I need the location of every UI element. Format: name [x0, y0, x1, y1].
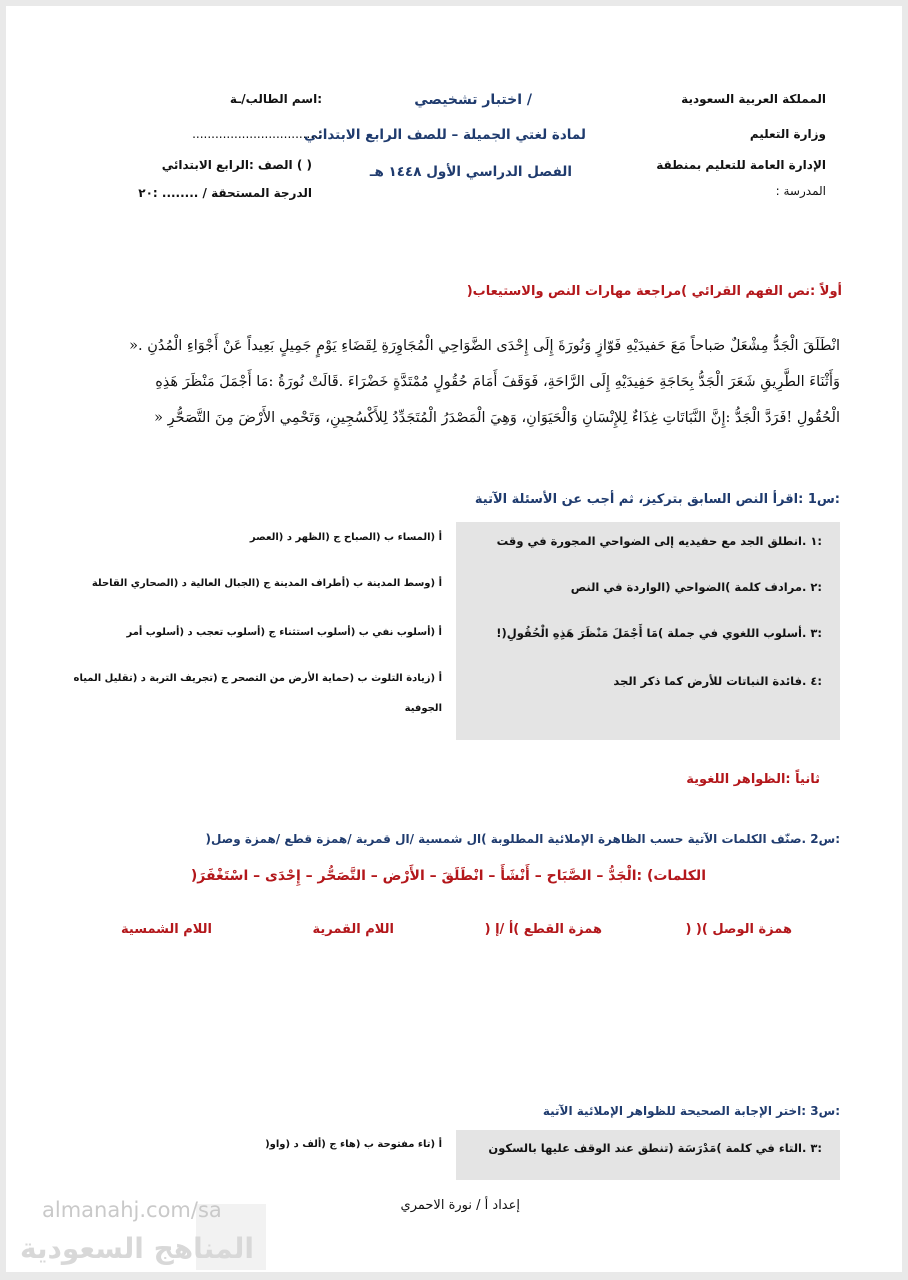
reading-passage [60, 328, 840, 436]
header-ministry: وزارة التعليم [749, 127, 826, 141]
header-kingdom: المملكة العربية السعودية [681, 92, 826, 106]
q1-item-4-options[interactable]: أ (زيادة التلوث ب (حماية الأرض من التصحر ج (تجريف التربة د (تقليل المياه [73, 673, 442, 684]
q3-item-1-question: :٣ .التاء في كلمة )مَدْرَسَة (تنطق عند الوقف عليها بالسكون [488, 1141, 822, 1155]
q3-item-1-options[interactable]: أ (تاء مفتوحة ب (هاء ج (ألف د (واو( [265, 1139, 442, 1150]
header-student-name: :اسم الطالب/ـة [229, 92, 322, 106]
q2-words: الكلمات) :الْجَدُّ – الصَّبَاح – أَنْشَأَ – انْطَلَقَ – الأَرْض – التَّصَحُّر – إِحْدَى – اسْتَغْفَرَ( [190, 868, 706, 884]
passage-line-2: وَأَثْنَاءَ الطَّرِيقِ شَعَرَ الْجَدُّ بِحَاجَةِ حَفِيدَيْهِ إِلَى الرَّاحَةِ، فَوَقَفَ أَمَامَ حُقُولٍ مُمْتَدَّةٍ خَضْرَاءَ .قَالَتْ نُورَةُ :مَا أَجْمَلَ مَنْظَرَ هَذِهِ [155, 374, 840, 390]
worksheet-page [6, 6, 902, 1272]
q3-question-box [456, 1130, 840, 1180]
q1-item-1-options[interactable]: أ (المساء ب (الصباح ج (الظهر د (العصر [249, 532, 442, 543]
q1-item-2-question: :٢ .مرادف كلمة )الضواحي (الواردة في النص [570, 580, 822, 594]
q2-category-qamariya: اللام القمرية [312, 922, 394, 937]
footer-prepared-by: إعداد أ / نورة الاحمري [400, 1198, 520, 1213]
section2-title: ثانياً :الظواهر اللغوية [686, 772, 820, 787]
section1-title: أولاً :نص الفهم القرائي )مراجعة مهارات النص والاستيعاب( [466, 284, 842, 299]
header-term: الفصل الدراسي الأول ١٤٤٨ هـ [369, 164, 572, 180]
q3-title: :س3 :اختر الإجابة الصحيحة للظواهر الإملائية الآتية [542, 1104, 840, 1118]
header-subject: لمادة لغتي الجميلة – للصف الرابع الابتدائي [304, 127, 586, 143]
q1-item-4-options-cont: الجوفية [404, 703, 442, 714]
q1-title: :س1 :اقرأ النص السابق بتركيز، ثم أجب عن الأسئلة الآتية [474, 492, 840, 507]
q1-item-4-question: :٤ .فائدة النباتات للأرض كما ذكر الجد [613, 674, 822, 688]
header-grade: ( ) الصف :الرابع الابتدائي [161, 158, 312, 172]
q2-category-shamsiya: اللام الشمسية [121, 922, 212, 937]
header-score: الدرجة المستحقة / ........ :٢٠ [138, 186, 312, 200]
q1-item-1-question: :١ .انطلق الجد مع حفيديه إلى الضواحي المجورة في وقت [496, 534, 822, 548]
q2-title: :س2 .صنّف الكلمات الآتية حسب الظاهرة الإملائية المطلوبة )ال شمسية /ال قمرية /همزة قطع /همزة وصل( [205, 832, 840, 846]
q1-item-3-options[interactable]: أ (أسلوب نفي ب (أسلوب استثناء ج (أسلوب تعجب د (أسلوب أمر [126, 627, 442, 638]
header-name-line[interactable]: :................................. [192, 127, 322, 141]
watermark-logo: المناهج السعودية [20, 1232, 254, 1265]
watermark-url: almanahj.com/sa [42, 1198, 222, 1222]
q1-item-3-question: :٣ .أسلوب اللغوي في جملة )مَا أَجْمَلَ مَنْظَرَ هَذِهِ الْحُقُولِ(! [496, 626, 822, 640]
header-administration: الإدارة العامة للتعليم بمنطقة [656, 158, 826, 172]
q2-category-hamzat-wasl: همزة الوصل )( ( [685, 922, 792, 937]
q2-category-hamzat-qat: همزة القطع )أ /إ ( [484, 922, 602, 937]
header-school: المدرسة : [775, 184, 826, 198]
passage-line-3: الْحُقُولِ !فَرَدَّ الْجَدُّ :إِنَّ النَّبَاتَاتِ غِذَاءٌ لِلإِنْسَانِ وَالْحَيَوَانِ، وَهِيَ الْمَصْدَرُ الْمُتَجَدِّدُ لِلأَكْسُجِينِ، وَتَحْمِي الأَرْضَ مِنَ التَّصَحُّرِ « [154, 410, 840, 426]
passage-line-1: انْطَلَقَ الْجَدُّ مِشْعَلٌ صَباحاً مَعَ حَفيدَيْهِ فَوّازٍ وَنُورَةَ إِلَى إِحْدَى الضَّوَاحِي الْمُجَاوِرَةِ لِقَضَاءِ يَوْمٍ جَمِيلٍ بَعِيداً عَنْ أَجْوَاءِ الْمُدُنِ .« [129, 338, 840, 354]
header-test-type: / اختبار تشخيصي [414, 92, 532, 108]
q1-item-2-options[interactable]: أ (وسط المدينة ب (أطراف المدينة ج (الجبال العالية د (الصحاري القاحلة [91, 578, 442, 589]
